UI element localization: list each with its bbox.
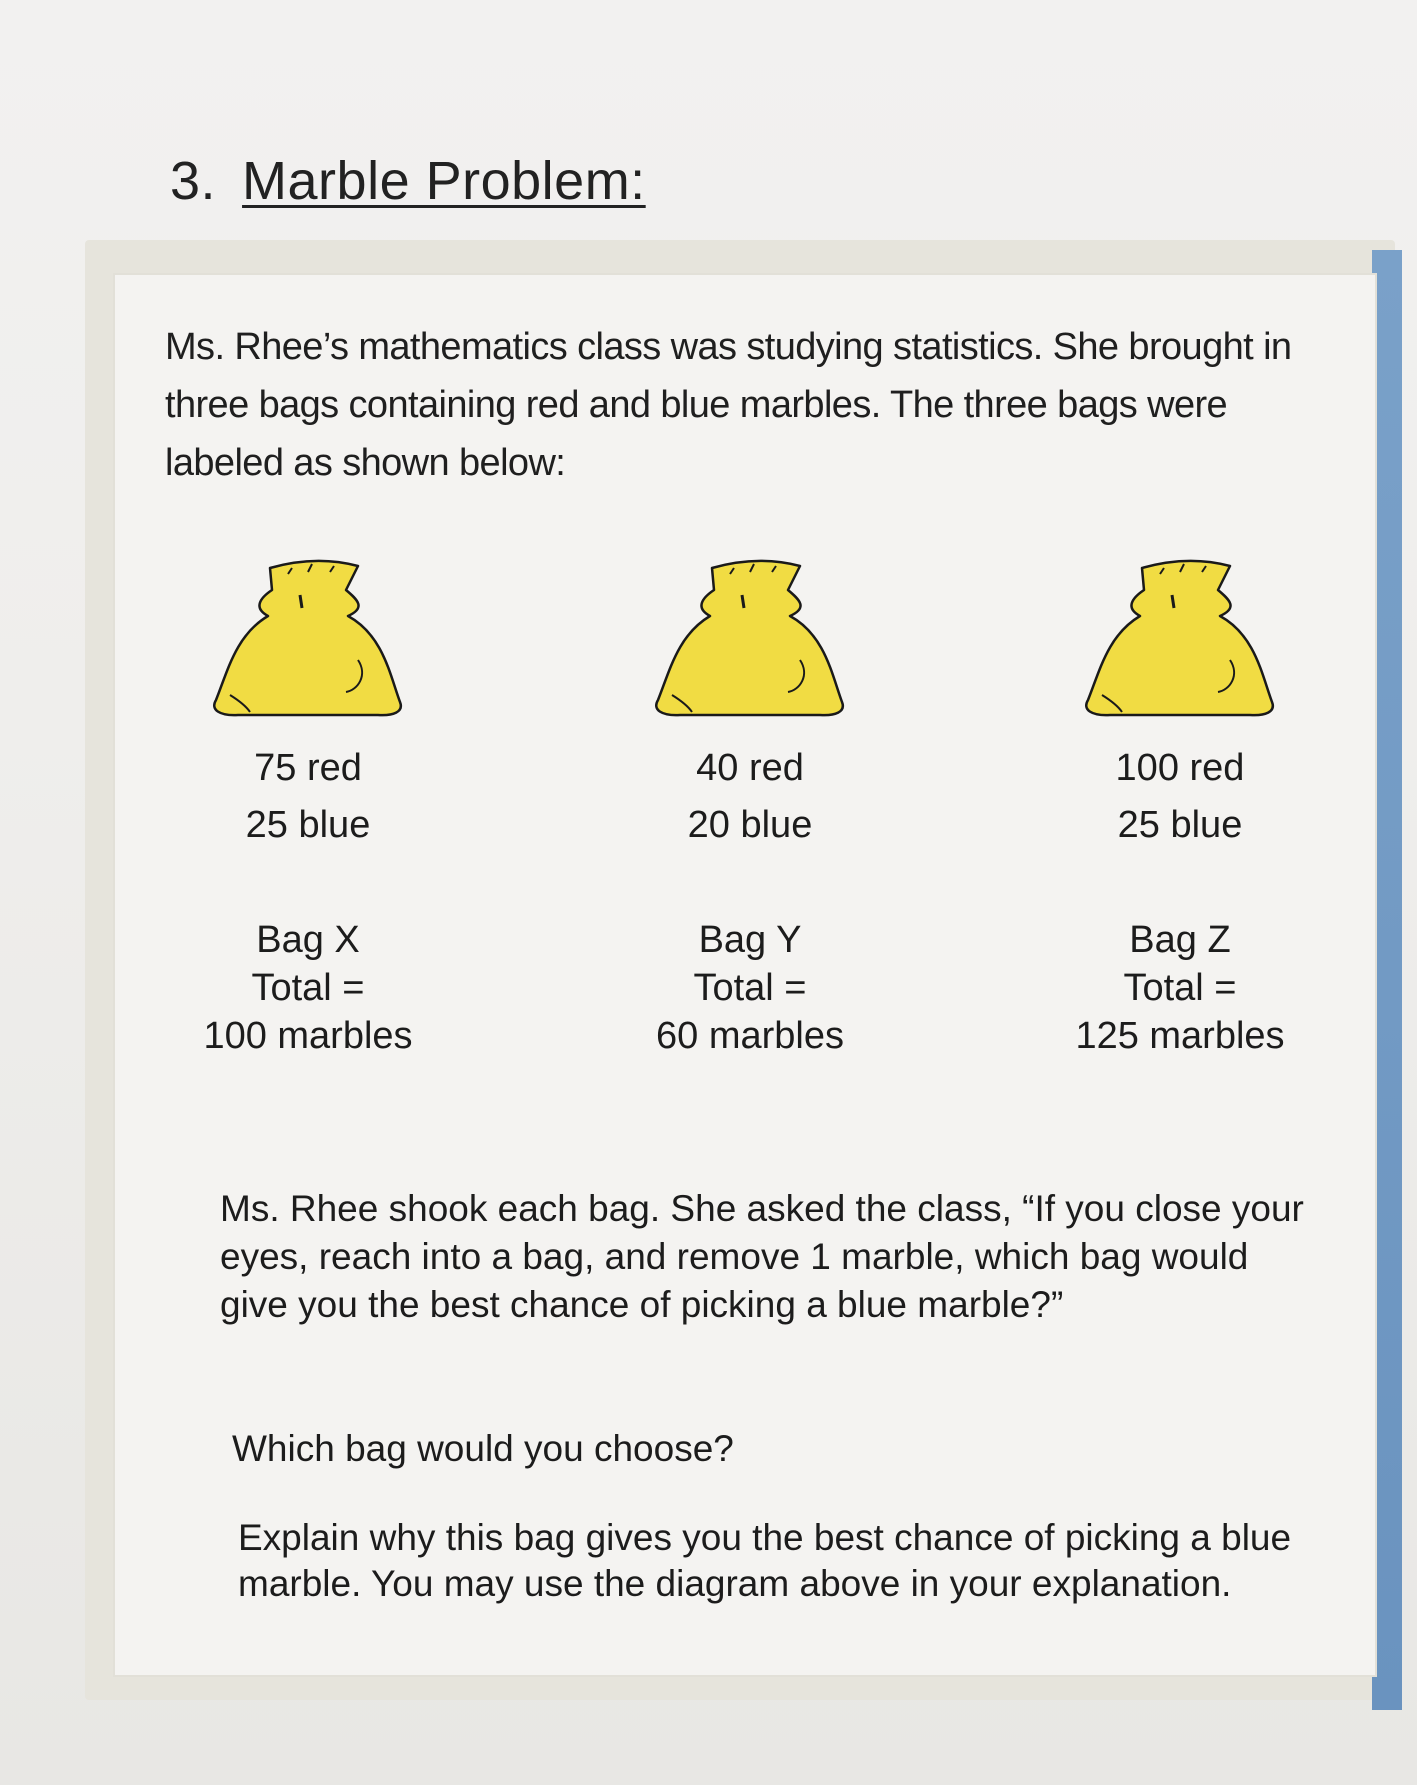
bag-x-total-label: Total =	[251, 967, 365, 1009]
bag-x-blue-count: 25 blue	[245, 804, 371, 846]
bag-icon	[1080, 550, 1280, 730]
bag-y-blue-count: 20 blue	[687, 804, 813, 846]
bag-z-total: 125 marbles	[1075, 1015, 1285, 1057]
screen-edge-strip	[1372, 250, 1402, 1710]
bag-x-red-count: 75 red	[254, 747, 362, 789]
bag-y-total: 60 marbles	[656, 1015, 844, 1057]
problem-number: 3.	[170, 151, 217, 211]
bag-icon	[208, 550, 408, 730]
bag-y	[630, 550, 870, 1060]
bag-z-total-label: Total =	[1123, 967, 1237, 1009]
problem-title: Marble Problem:	[242, 151, 646, 211]
bag-y-name: Bag Y	[698, 919, 802, 961]
bag-x-total: 100 marbles	[203, 1015, 413, 1057]
explain-prompt: Explain why this bag gives you the best chance of picking a blue marble. You may use the diagram above in your explanation.	[238, 1517, 1292, 1604]
bag-z-name: Bag Z	[1129, 919, 1231, 961]
bag-y-red-count: 40 red	[696, 747, 804, 789]
choice-prompt: Which bag would you choose?	[232, 1428, 734, 1469]
bag-icon	[650, 550, 850, 730]
bag-z	[1060, 550, 1300, 1060]
intro-paragraph: Ms. Rhee’s mathematics class was studying statistics. She brought in three bags containing red and blue marbles. The three bags were labeled as shown below:	[165, 326, 1292, 484]
bag-z-red-count: 100 red	[1115, 747, 1245, 789]
problem-heading	[170, 150, 646, 212]
bag-x-name: Bag X	[256, 919, 360, 961]
question-paragraph: Ms. Rhee shook each bag. She asked the class, “If you close your eyes, reach into a bag, and remove 1 marble, which bag would give you the best chance of picking a blue marble?”	[220, 1188, 1304, 1325]
bag-x	[188, 550, 428, 1060]
bag-y-total-label: Total =	[693, 967, 807, 1009]
bag-z-blue-count: 25 blue	[1117, 804, 1243, 846]
